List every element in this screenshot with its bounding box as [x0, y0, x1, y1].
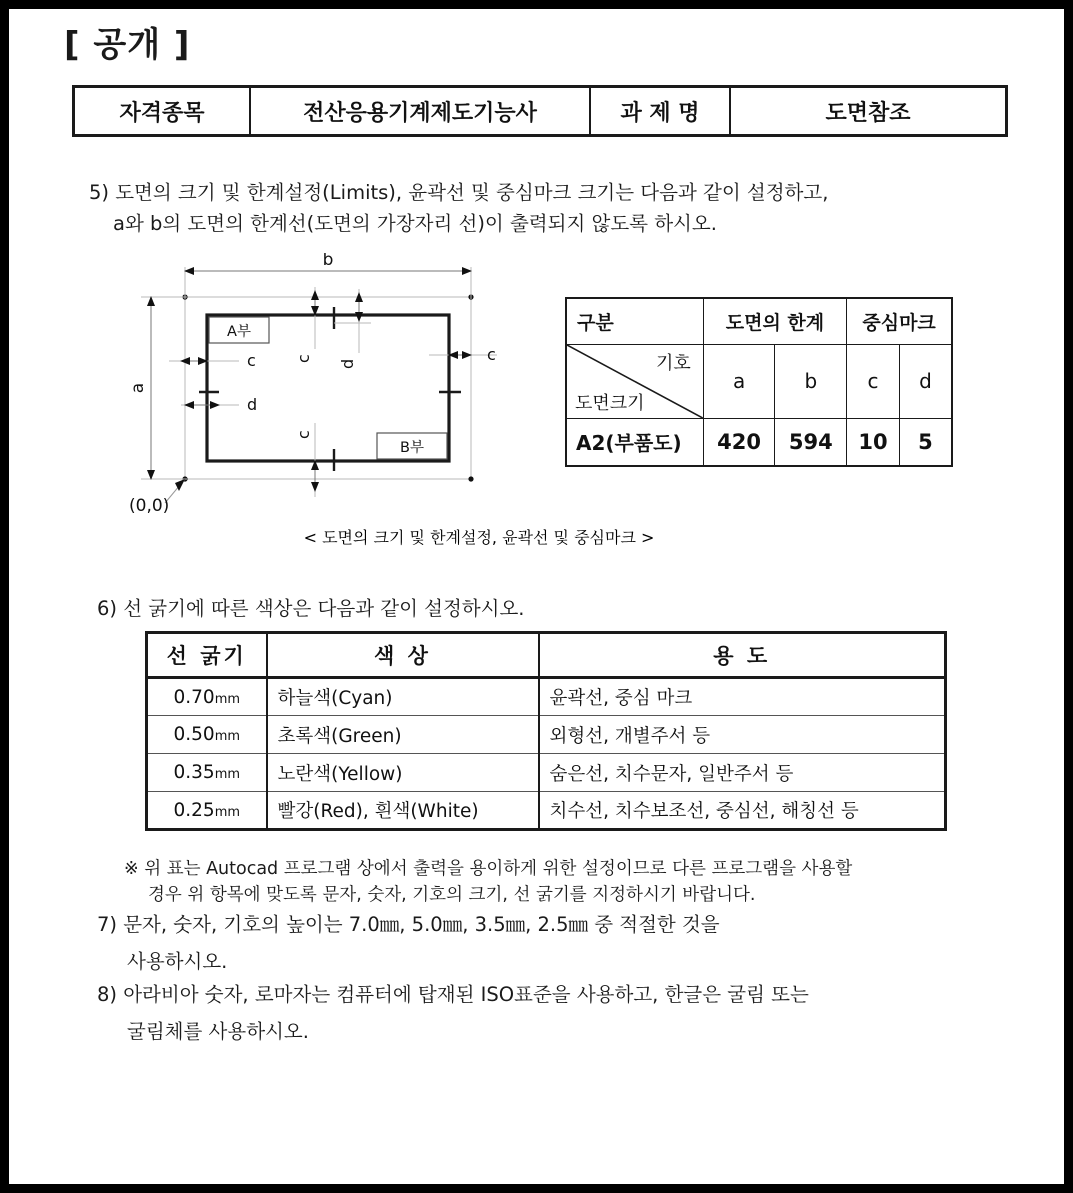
dim-split-symbol-label: 기호 [655, 352, 691, 374]
dim-symbol-c: c [847, 344, 900, 418]
weight-unit: mm [214, 767, 241, 782]
dim-value-d: 5 [899, 418, 952, 466]
note-line1: ※ 위 표는 Autocad 프로그램 상에서 출력을 용이하게 위한 설정이므로 다른 프로그램을 사용할 [124, 859, 853, 879]
dim-symbol-d: d [899, 344, 952, 418]
color-header-usage: 용 도 [539, 633, 946, 678]
color-row-color: 초록색(Green) [267, 716, 539, 754]
svg-text:A부: A부 [227, 324, 251, 340]
note-line2: 경우 위 항목에 맞도록 문자, 숫자, 기호의 크기, 선 굵기를 지정하시기 바랍니다. [148, 885, 756, 905]
color-row-color: 빨강(Red), 흰색(White) [267, 792, 539, 830]
color-header-weight: 선 굵기 [147, 633, 267, 678]
diagram-caption: < 도면의 크기 및 한계설정, 윤곽선 및 중심마크 > [303, 528, 655, 547]
limits-diagram [119, 253, 519, 523]
weight-unit: mm [214, 804, 241, 820]
weight-value: 0.25 [173, 799, 215, 821]
svg-text:B부: B부 [400, 440, 424, 456]
color-table-row [147, 716, 946, 754]
dim-symbol-b: b [775, 344, 847, 418]
dimension-table-symbol-row [566, 344, 952, 418]
color-row-usage: 숨은선, 치수문자, 일반주서 등 [539, 754, 946, 792]
disclosure-mark: [ 공개 ] [64, 25, 191, 65]
svg-text:(0,0): (0,0) [129, 496, 170, 516]
svg-text:d: d [247, 395, 258, 414]
dimension-table-header-row [566, 298, 952, 344]
color-row-usage: 외형선, 개별주서 등 [539, 716, 946, 754]
color-row-weight [147, 792, 267, 830]
title-cell-task-label: 과 제 명 [590, 88, 730, 134]
item6-text: 6) 선 굵기에 따른 색상은 다음과 같이 설정하시오. [97, 597, 525, 620]
color-row-color: 하늘색(Cyan) [267, 678, 539, 716]
item8-line1: 8) 아라비아 숫자, 로마자는 컴퓨터에 탑재된 ISO표준을 사용하고, 한글은 굴림 또는 [97, 983, 809, 1006]
item7-line1: 7) 문자, 숫자, 기호의 높이는 7.0㎜, 5.0㎜, 3.5㎜, 2.5㎜ 중 적절한 것을 [97, 913, 720, 936]
color-row-usage: 윤곽선, 중심 마크 [539, 678, 946, 716]
dimension-table [565, 297, 953, 467]
title-cell-qualification-label: 자격종목 [119, 100, 205, 126]
dim-split-size-label: 도면크기 [575, 392, 645, 414]
weight-value: 0.70 [173, 686, 215, 708]
color-header-color: 색 상 [267, 633, 539, 678]
color-row-color: 노란색(Yellow) [267, 754, 539, 792]
dim-symbol-a: a [703, 344, 775, 418]
dim-split-cell [566, 344, 703, 418]
line-color-table [145, 631, 947, 831]
title-cell-qualification-value: 전산응용기계제도기능사 [250, 88, 590, 134]
dimension-table-value-row [566, 418, 952, 466]
color-table-row [147, 754, 946, 792]
svg-text:c: c [247, 351, 256, 370]
color-row-weight [147, 678, 267, 716]
dim-header-limits: 도면의 한계 [703, 298, 846, 344]
weight-value: 0.35 [173, 762, 215, 783]
dim-value-c: 10 [847, 418, 900, 466]
weight-unit: mm [214, 729, 241, 744]
dim-value-a: 420 [703, 418, 775, 466]
svg-text:d: d [338, 358, 357, 369]
title-table [72, 85, 1008, 137]
item5-line1: 5) 도면의 크기 및 한계설정(Limits), 윤곽선 및 중심마크 크기는 다음과 같이 설정하고, [89, 181, 829, 204]
title-table-row [75, 88, 1005, 134]
color-row-weight [147, 754, 267, 792]
color-row-weight [147, 716, 267, 754]
svg-text:a: a [128, 382, 148, 394]
limits-diagram-svg [119, 253, 519, 523]
color-table-row [147, 792, 946, 830]
item8-line2: 굴림체를 사용하시오. [127, 1020, 309, 1043]
dim-header-center-mark: 중심마크 [847, 298, 952, 344]
weight-unit: mm [214, 691, 241, 707]
color-row-usage: 치수선, 치수보조선, 중심선, 해칭선 등 [549, 801, 859, 822]
color-table-header-row [147, 633, 946, 678]
dim-header-division: 구분 [566, 298, 703, 344]
svg-text:b: b [322, 253, 334, 270]
item5-line2: a와 b의 도면의 한계선(도면의 가장자리 선)이 출력되지 않도록 하시오. [113, 212, 717, 235]
weight-value: 0.50 [173, 724, 215, 745]
svg-text:c: c [294, 354, 313, 363]
color-table-row [147, 678, 946, 716]
dim-row-size: A2(부품도) [566, 418, 703, 466]
item7-line2: 사용하시오. [127, 950, 228, 973]
svg-text:c: c [294, 430, 313, 439]
title-cell-task-value: 도면참조 [730, 88, 1005, 134]
dim-value-b: 594 [775, 418, 847, 466]
page-content [9, 9, 1064, 1184]
svg-text:c: c [487, 345, 496, 364]
